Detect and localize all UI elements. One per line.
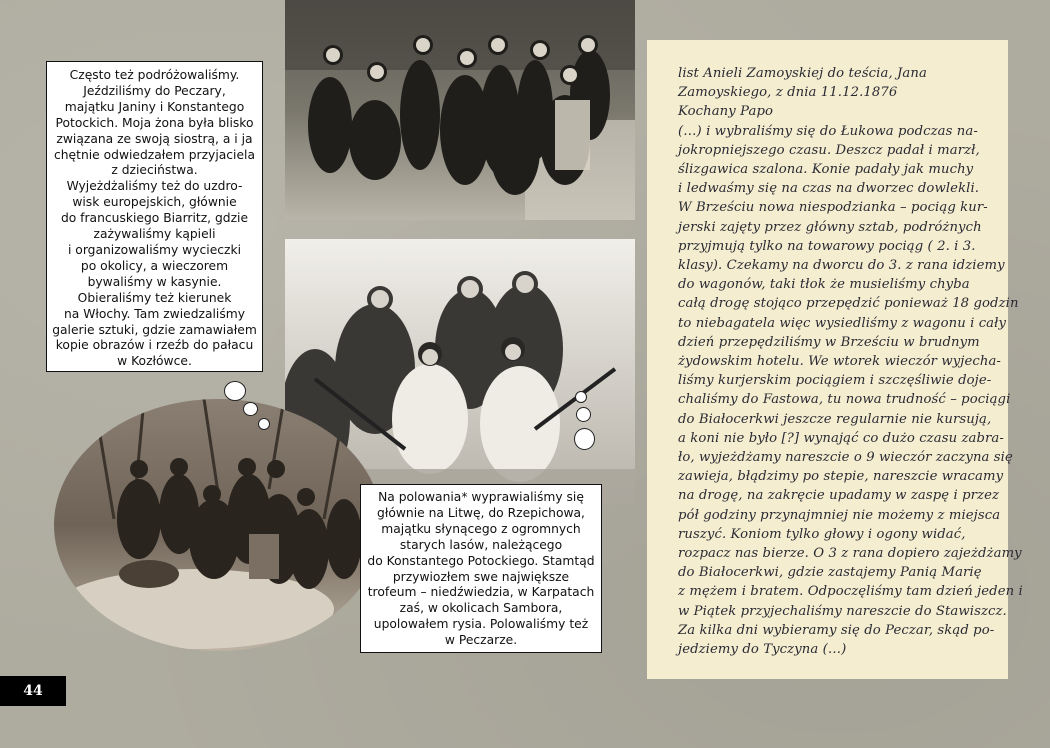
- caption-line: upolowałem rysia. Polowaliśmy też: [373, 617, 589, 632]
- letter-line: jokropniejszego czasu. Deszcz padał i marzł,: [678, 142, 980, 158]
- letter-line: (…) i wybraliśmy się do Łukowa podczas na-: [678, 123, 978, 139]
- caption-line: kopie obrazów i rzeźb do pałacu: [55, 338, 254, 353]
- photo-forest-image: [54, 399, 382, 651]
- letter-line: zawieja, błądzimy po stepie, nareszcie wracamy: [678, 469, 1004, 485]
- thought-bubble-medium-2: [576, 407, 591, 422]
- letter-line: list Anieli Zamoyskiej do teścia, Jana: [678, 66, 927, 81]
- letter-line: W Brześciu nowa niespodzianka – pociąg kur-: [678, 200, 988, 216]
- letter-line: chaliśmy do Fastowa, tu nowa trudność – pociągi: [678, 392, 1011, 408]
- letter-line: do wagonów, taki tłok że musieliśmy chyba: [678, 277, 970, 293]
- caption-line: z dzieciństwa.: [111, 163, 198, 178]
- caption-travels: [46, 61, 263, 372]
- caption-line: Jeździliśmy do Peczary,: [83, 83, 226, 98]
- caption-line: majątku Janiny i Konstantego: [64, 99, 245, 114]
- letter-line: z mężem i bratem. Odpoczęliśmy tam dzień jeden i: [678, 584, 1023, 600]
- caption-line: majątku słynącego z ogromnych: [381, 521, 581, 536]
- letter-line: dzień przepędziliśmy w Brześciu w brudnym: [678, 334, 980, 350]
- caption-line: zaś, w okolicach Sambora,: [399, 601, 563, 616]
- caption-line: Wyjeżdżaliśmy też do uzdro-: [66, 179, 243, 194]
- letter-line: ruszyć. Koniom tylko głowy i ogony widać,: [678, 526, 966, 542]
- caption-line: Potockich. Moja żona była blisko: [55, 115, 254, 130]
- caption-line: zażywaliśmy kąpieli: [93, 227, 216, 242]
- photo-forest-group: [54, 399, 382, 651]
- letter-line: klasy). Czekamy na dworcu do 3. z rana idziemy: [678, 258, 1005, 274]
- letter-line: liśmy kurjerskim pociągiem i szczęśliwie doje-: [678, 373, 992, 389]
- letter-line: a koni nie było [?] wynająć co dużo czasu zabra-: [678, 430, 1004, 446]
- caption-line: i organizowaliśmy wycieczki: [67, 242, 242, 257]
- thought-bubble-small-2: [575, 391, 587, 403]
- caption-line: do francuskiego Biarritz, gdzie: [60, 211, 249, 226]
- letter-line: jerski zajęty przez główny sztab, podróżnych: [678, 219, 982, 235]
- letter-line: Za kilka dni wybieramy się do Peczar, skąd po-: [678, 622, 995, 638]
- thought-bubble-large-2: [574, 428, 595, 450]
- photo-terrace-group: [285, 0, 635, 220]
- letter-panel: [647, 40, 1023, 679]
- letter-line: i ledwaśmy się na czas na dworzec dowlekli.: [678, 181, 980, 197]
- letter-line: rozpacz nas bierze. O 3 z rana dopiero zajeżdżamy: [678, 546, 1022, 562]
- caption-line: na Włochy. Tam zwiedzaliśmy: [64, 306, 245, 321]
- caption-line: głównie na Litwę, do Rzepichowa,: [377, 505, 585, 520]
- letter-line: do Białocerkwi, gdzie zastajemy Panią Marię: [678, 565, 982, 581]
- caption-line: Często też podróżowaliśmy.: [69, 68, 240, 82]
- letter-line: na drogę, na zakręcie upadamy w zaspę i przez: [678, 488, 1000, 504]
- letter-line: Kochany Papo: [678, 104, 774, 120]
- letter-line: ślizgawica szalona. Konie padały jak muchy: [678, 162, 974, 178]
- letter-line: Zamoyskiego, z dnia 11.12.1876: [678, 85, 898, 101]
- caption-line: chętnie odwiedzałem przyjaciela: [54, 147, 255, 162]
- letter-line: to niebagatela więc wysiedliśmy z wagonu i cały: [678, 315, 1007, 331]
- letter-line: jedziemy do Tyczyna (…): [678, 642, 847, 658]
- letter-line: pół godziny przynajmniej nie możemy z miejsca: [678, 507, 1001, 523]
- caption-line: przywiozłem swe największe: [392, 569, 570, 584]
- caption-line: w Kozłówce.: [117, 354, 192, 369]
- thought-bubble-medium: [243, 402, 258, 416]
- letter-line: przyjmują tylko na towarowy pociąg ( 2. i 3.: [678, 238, 976, 254]
- caption-line: wisk europejskich, głównie: [72, 195, 237, 210]
- letter-line: ło, wyjeżdżamy nareszcie o 9 wieczór zaczyna się: [678, 450, 1013, 466]
- caption-line: Obieraliśmy też kierunek: [77, 290, 232, 305]
- caption-line: Na polowania* wyprawialiśmy się: [378, 490, 584, 504]
- caption-line: trofeum – niedźwiedzia, w Karpatach: [367, 585, 595, 600]
- page-number: 44: [0, 676, 66, 706]
- caption-line: do Konstantego Potockiego. Stamtąd: [367, 553, 595, 568]
- caption-line: związana ze swoją siostrą, a i ja: [56, 131, 253, 146]
- photo-terrace-image: [285, 0, 635, 220]
- caption-line: galerie sztuki, gdzie zamawiałem: [52, 322, 257, 337]
- letter-line: w Piątek przyjechaliśmy nareszcie do Stawiszcz.: [678, 603, 1007, 619]
- caption-line: starych lasów, należącego: [399, 537, 563, 552]
- thought-bubble-small: [258, 418, 270, 430]
- thought-bubble-large: [224, 381, 246, 401]
- letter-line: całą drogę stojąco przepędzić ponieważ 18 godzin: [678, 296, 1019, 312]
- caption-hunting: [360, 484, 602, 653]
- caption-line: bywaliśmy w kasynie.: [87, 274, 222, 289]
- letter-line: do Białocerkwi jeszcze regularnie nie kursują,: [678, 411, 992, 427]
- letter-line: żydowskim hotelu. We wtorek wieczór wyjecha-: [678, 354, 1001, 370]
- caption-line: w Peczarze.: [444, 633, 518, 648]
- caption-line: po okolicy, a wieczorem: [80, 258, 229, 273]
